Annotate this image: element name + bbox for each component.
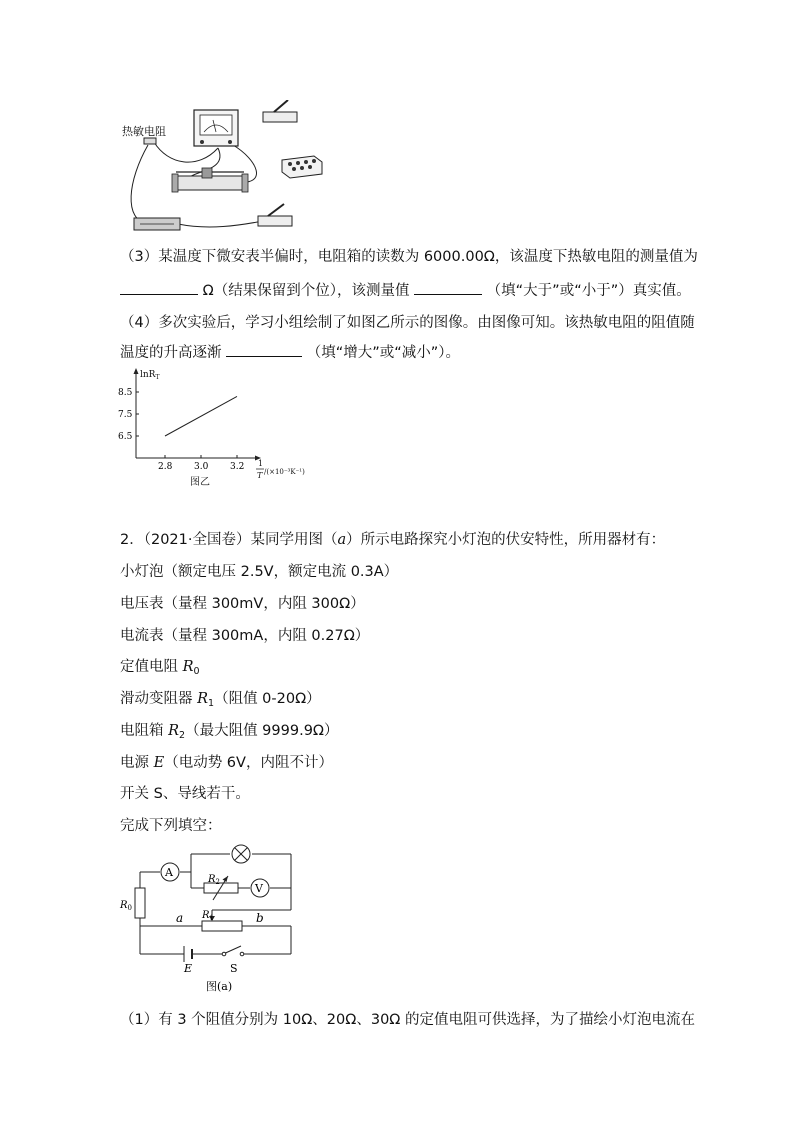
circuit-caption: 图(a) — [206, 980, 233, 993]
node-a-label: a — [176, 911, 184, 925]
q2-item-voltmeter: 电压表（量程 300mV，内阻 300Ω） — [120, 596, 365, 612]
switch-label: S — [230, 962, 238, 975]
q1-part3-line2: Ω（结果保留到个位），该测量值 （填“大于”或“小于”）真实值。 — [120, 280, 691, 301]
circuit-diagram — [118, 840, 308, 996]
series-line — [165, 396, 237, 436]
r0-label: $R_0$ — [120, 900, 132, 912]
y-tick-label: 8.5 — [118, 388, 133, 398]
y-tick-label: 7.5 — [118, 410, 133, 420]
x-axis-label-unit: /(×10⁻³K⁻¹) — [264, 468, 305, 476]
x-axis-label-denominator: T — [257, 471, 263, 480]
voltmeter-label: V — [255, 882, 263, 895]
node-b-label: b — [256, 911, 264, 925]
q2-item-switch: 开关 S、导线若干。 — [120, 786, 250, 802]
q2-fill-prompt: 完成下列填空： — [120, 818, 222, 834]
q2-item-source: 电源 E（电动势 6V，内阻不计） — [120, 755, 333, 771]
q2-header: 2．（2021·全国卷）某同学用图（a）所示电路探究小灯泡的伏安特性，所用器材有： — [120, 532, 666, 548]
y-axis-label: lnR$_T$ — [140, 370, 160, 381]
r1-resistor — [202, 921, 242, 931]
q2-item-r2: 电阻箱 $R_2$（最大阻值 9999.9Ω） — [120, 723, 339, 741]
chart-caption: 图乙 — [190, 477, 210, 488]
answer-blank[interactable] — [226, 342, 302, 357]
r1-label: $R_1$ — [202, 910, 214, 922]
r0-resistor — [135, 888, 145, 918]
switch-blade — [226, 946, 242, 953]
y-tick-label: 6.5 — [118, 432, 133, 442]
x-tick-label: 2.8 — [158, 462, 173, 472]
answer-blank[interactable] — [120, 280, 198, 295]
q1-part4-line2: 温度的升高逐渐 （填“增大”或“减小”）。 — [120, 342, 460, 363]
q2-item-r1: 滑动变阻器 $R_1$（阻值 0-20Ω） — [120, 691, 321, 709]
source-label: E — [184, 962, 193, 975]
q1-part4-line1: （4）多次实验后，学习小组绘制了如图乙所示的图像。由图像可知。该热敏电阻的阻值随 — [120, 315, 695, 331]
q2-item-ammeter: 电流表（量程 300mA，内阻 0.27Ω） — [120, 628, 370, 644]
x-tick-label: 3.0 — [194, 462, 209, 472]
x-axis-label-numerator: 1 — [258, 459, 264, 468]
q2-item-r0: 定值电阻 $R_0$ — [120, 659, 200, 677]
x-tick-label: 3.2 — [230, 462, 245, 472]
answer-blank[interactable] — [414, 280, 482, 295]
ln-r-vs-inverse-t-chart — [118, 366, 318, 492]
r2-label: $R_2$ — [208, 874, 220, 886]
q2-item-bulb: 小灯泡（额定电压 2.5V，额定电流 0.3A） — [120, 564, 399, 580]
y-axis-arrow — [134, 368, 139, 374]
apparatus-figure — [118, 100, 348, 235]
ammeter-label: A — [165, 866, 173, 879]
apparatus-label: 热敏电阻 — [122, 125, 166, 138]
q1-part3-line1: （3）某温度下微安表半偏时，电阻箱的读数为 6000.00Ω，该温度下热敏电阻的测量值为 — [120, 249, 698, 265]
q2-part1-line: （1）有 3 个阻值分别为 10Ω、20Ω、30Ω 的定值电阻可供选择，为了描绘小灯泡电流在 — [120, 1012, 695, 1028]
